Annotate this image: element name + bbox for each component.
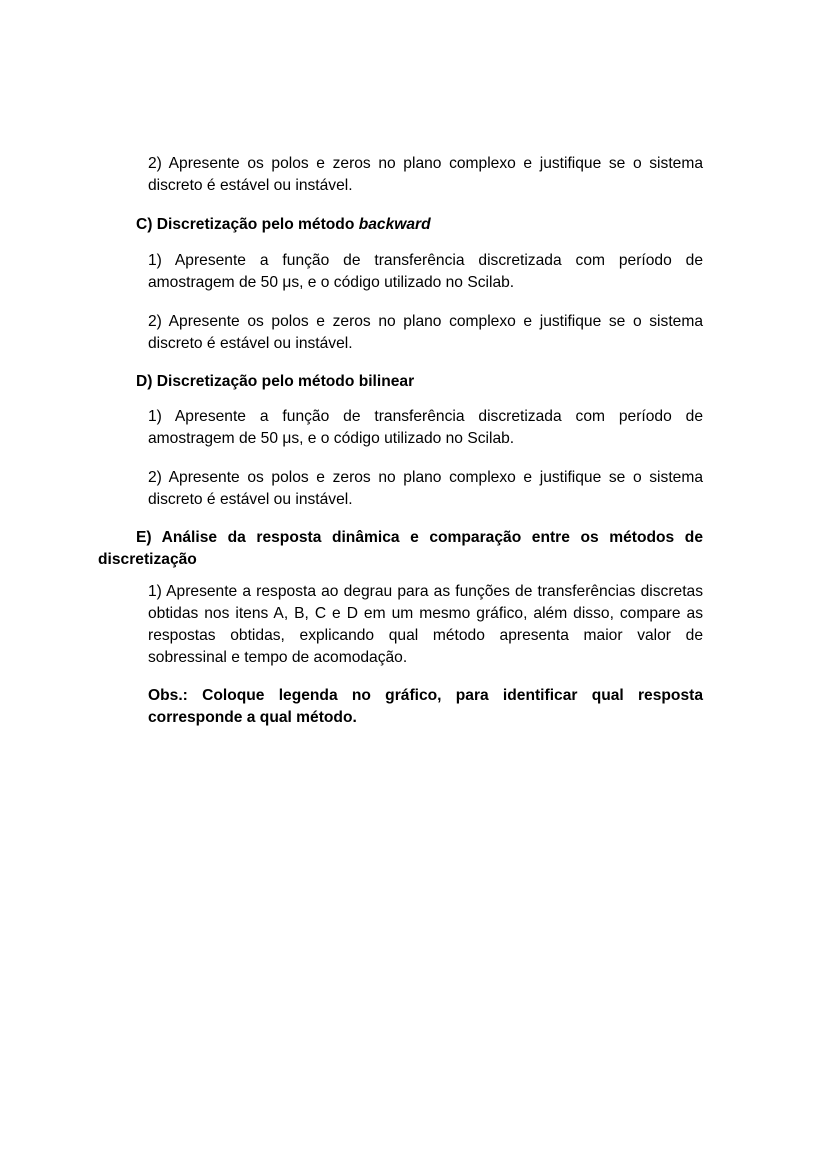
section-d-heading: D) Discretização pelo método bilinear (136, 373, 415, 390)
section-c-heading (136, 214, 431, 236)
section-d-item-2: 2) Apresente os polos e zeros no plano complexo e justifique se o sistema discreto é estável ou instável. (148, 469, 703, 508)
section-b-item-2: 2) Apresente os polos e zeros no plano complexo e justifique se o sistema discreto é estável ou instável. (148, 155, 703, 194)
section-e-item-1: 1) Apresente a resposta ao degrau para as funções de transferências discretas obtidas nos itens A, B, C e D em um mesmo gráfico, além disso, compare as respostas obtidas, explicando qual método apresenta maior valor de sobressinal e tempo de acomodação. (148, 583, 703, 666)
section-c-heading-prefix: C) Discretização pelo método (136, 216, 359, 233)
section-e-observation: Obs.: Coloque legenda no gráfico, para identificar qual resposta corresponde a qual método. (148, 687, 703, 726)
section-d-item-1: 1) Apresente a função de transferência discretizada com período de amostragem de 50 μs, e o código utilizado no Scilab. (148, 408, 703, 447)
section-c-item-2: 2) Apresente os polos e zeros no plano complexo e justifique se o sistema discreto é estável ou instável. (148, 313, 703, 352)
section-c-item-1: 1) Apresente a função de transferência discretizada com período de amostragem de 50 μs, e o código utilizado no Scilab. (148, 252, 703, 291)
section-c-heading-emphasis: backward (358, 216, 431, 233)
section-e-heading: E) Análise da resposta dinâmica e comparação entre os métodos de discretização (98, 529, 703, 568)
